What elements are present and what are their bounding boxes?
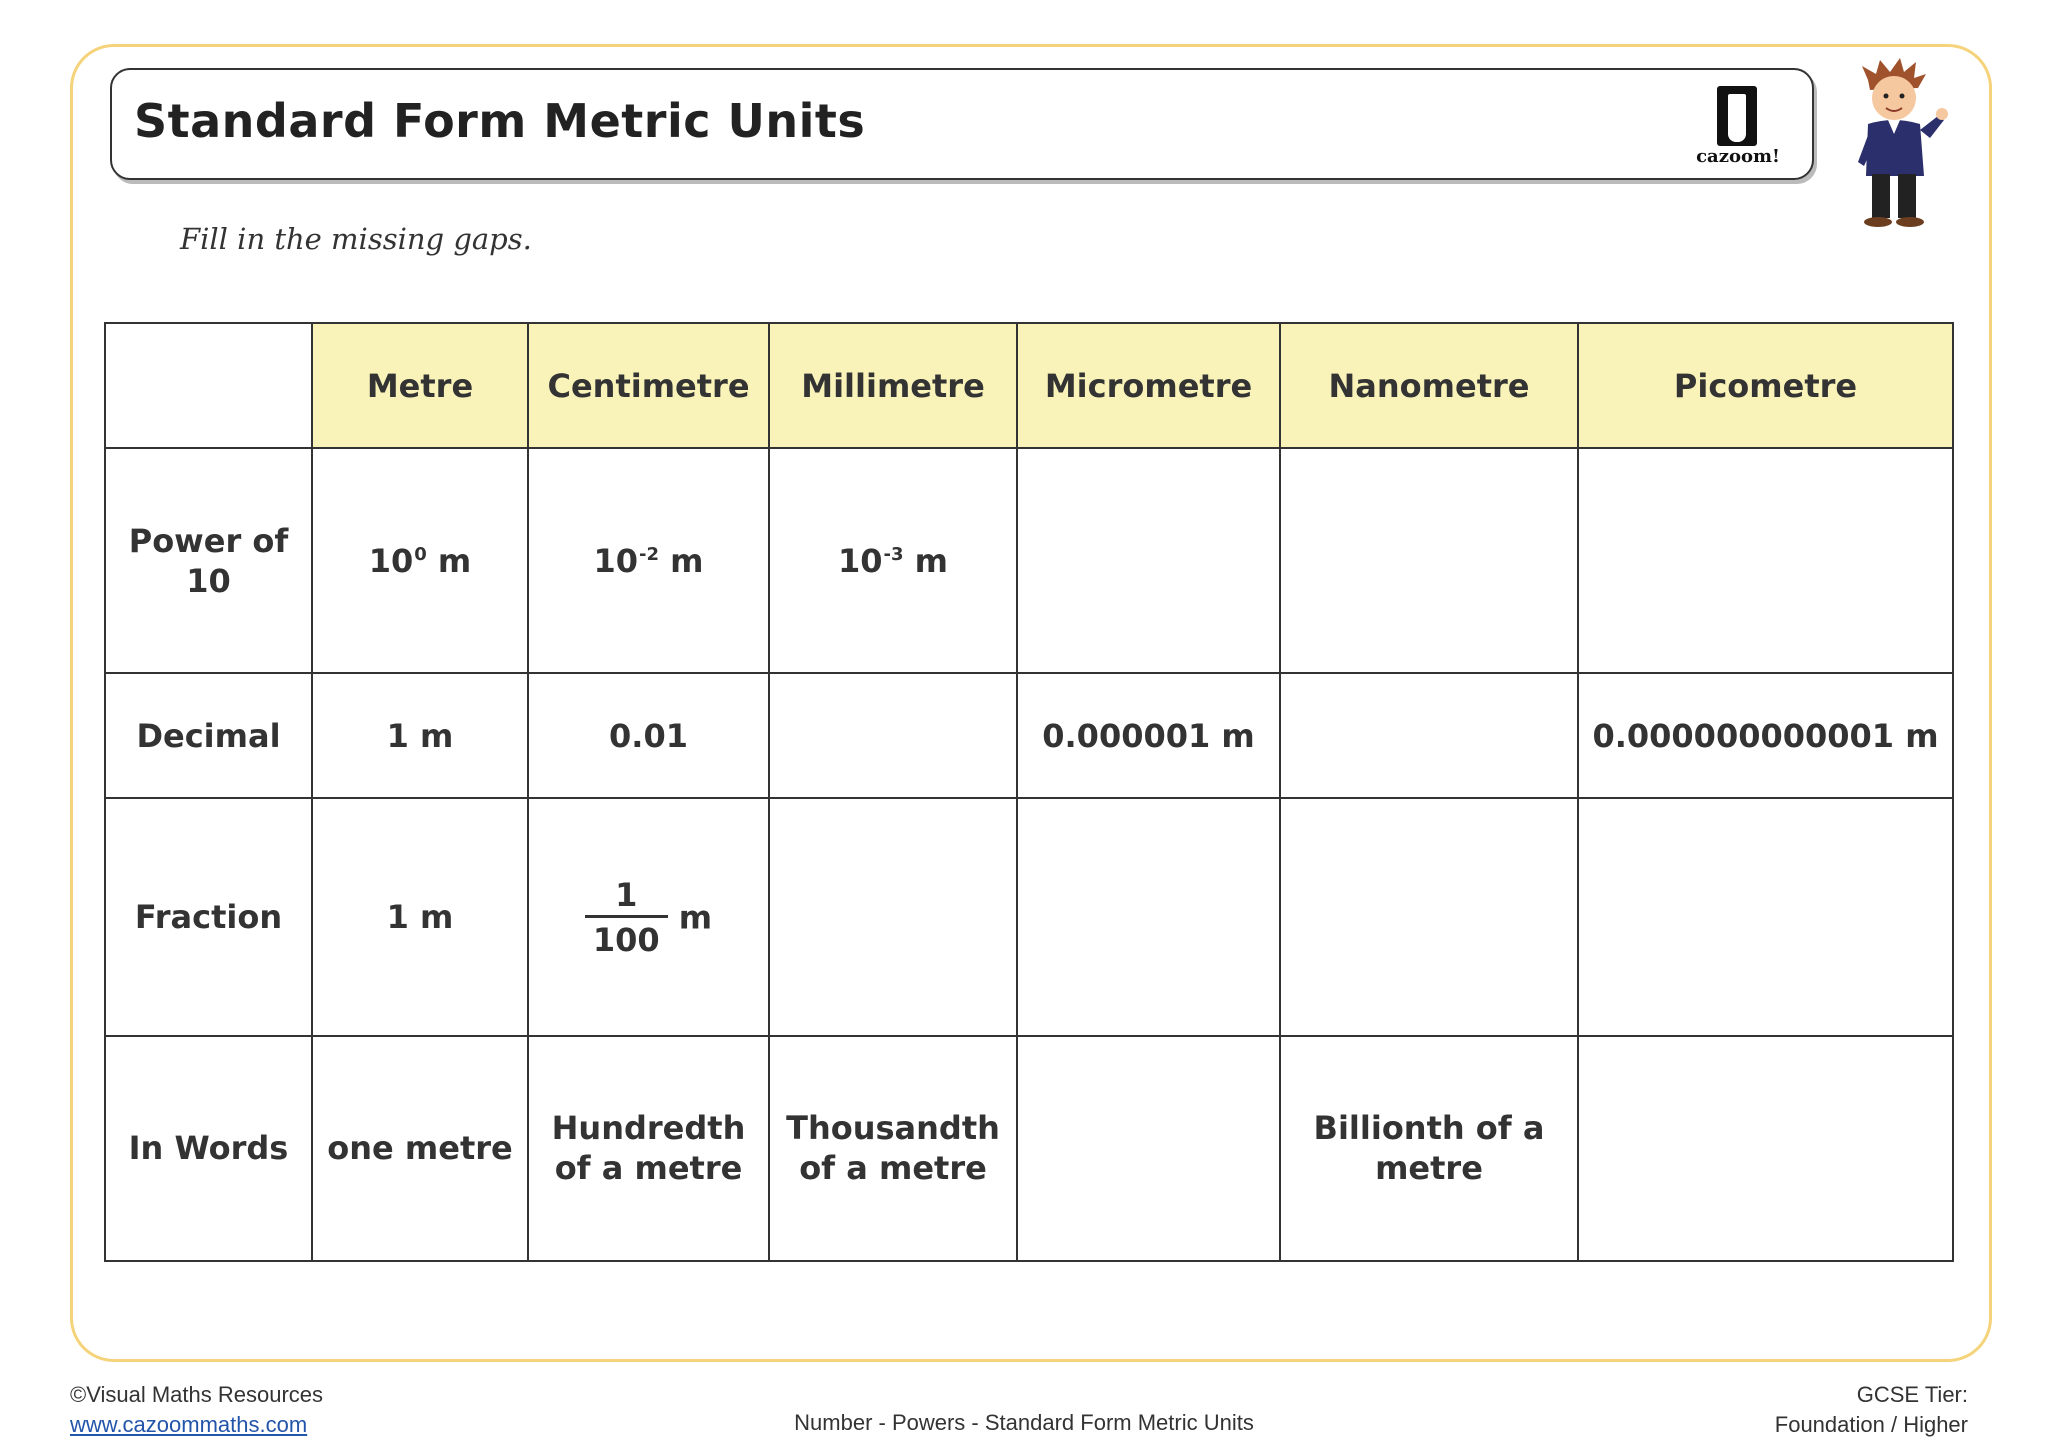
fraction-cell-centimetre: $\frac{1}{100}$ m [528,798,769,1036]
decimal-cell-centimetre: 0.01 [528,673,769,798]
power-cell-metre: $10^0$ m [312,448,528,673]
tier-value: Foundation / Higher [1774,1412,1968,1437]
fraction-cell-micrometre[interactable] [1017,798,1280,1036]
power-cell-picometre[interactable] [1578,448,1953,673]
fraction-cell-nanometre[interactable] [1280,798,1578,1036]
decimal-cell-micrometre: 0.000001 m [1017,673,1280,798]
website-link[interactable]: www.cazoommaths.com [70,1412,308,1437]
table-row-decimal [105,673,1953,798]
words-cell-metre: one metre [312,1036,528,1261]
words-cell-millimetre: Thousandth of a metre [769,1036,1017,1261]
power-cell-nanometre[interactable] [1280,448,1578,673]
column-header-nanometre: Nanometre [1280,323,1578,448]
decimal-cell-nanometre[interactable] [1280,673,1578,798]
decimal-cell-millimetre[interactable] [769,673,1017,798]
table-row-power [105,448,1953,673]
row-label-decimal: Decimal [105,673,312,798]
mascot-illustration [1840,58,1950,230]
fraction-cell-metre: 1 m [312,798,528,1036]
fraction: $\frac{1}{100}$ [585,875,668,960]
table-row-words [105,1036,1953,1261]
copyright-text: ©Visual Maths Resources [70,1382,324,1407]
words-cell-micrometre[interactable] [1017,1036,1280,1261]
decimal-cell-metre: 1 m [312,673,528,798]
cazoom-logo [1688,78,1788,174]
metric-units-table [104,322,1954,1262]
table-row-fraction [105,798,1953,1036]
footer-right [1775,1380,1968,1440]
column-header-metre: Metre [312,323,528,448]
words-cell-picometre[interactable] [1578,1036,1953,1261]
column-header-centimetre: Centimetre [528,323,769,448]
header-row [105,323,1953,448]
cup-icon [1717,86,1757,146]
fraction-cell-picometre[interactable] [1578,798,1953,1036]
row-label-words: In Words [105,1036,312,1261]
column-header-micrometre: Micrometre [1017,323,1280,448]
words-cell-nanometre: Billionth of a metre [1280,1036,1578,1261]
fraction-cell-millimetre[interactable] [769,798,1017,1036]
row-label-power: Power of 10 [105,448,312,673]
page-title: Standard Form Metric Units [134,94,866,148]
instruction-text: Fill in the missing gaps. [180,222,532,256]
words-cell-centimetre: Hundredth of a metre [528,1036,769,1261]
power-cell-millimetre: $10^{-3}$ m [769,448,1017,673]
column-header-picometre: Picometre [1578,323,1953,448]
power-cell-micrometre[interactable] [1017,448,1280,673]
power-cell-centimetre: $10^{-2}$ m [528,448,769,673]
corner-cell [105,323,312,448]
tier-label: GCSE Tier: [1856,1382,1968,1407]
topic-text: Number - Powers - Standard Form Metric Units [794,1410,1254,1435]
decimal-cell-picometre: 0.000000000001 m [1578,673,1953,798]
logo-text: cazoom! [1696,146,1780,167]
row-label-fraction: Fraction [105,798,312,1036]
column-header-millimetre: Millimetre [769,323,1017,448]
